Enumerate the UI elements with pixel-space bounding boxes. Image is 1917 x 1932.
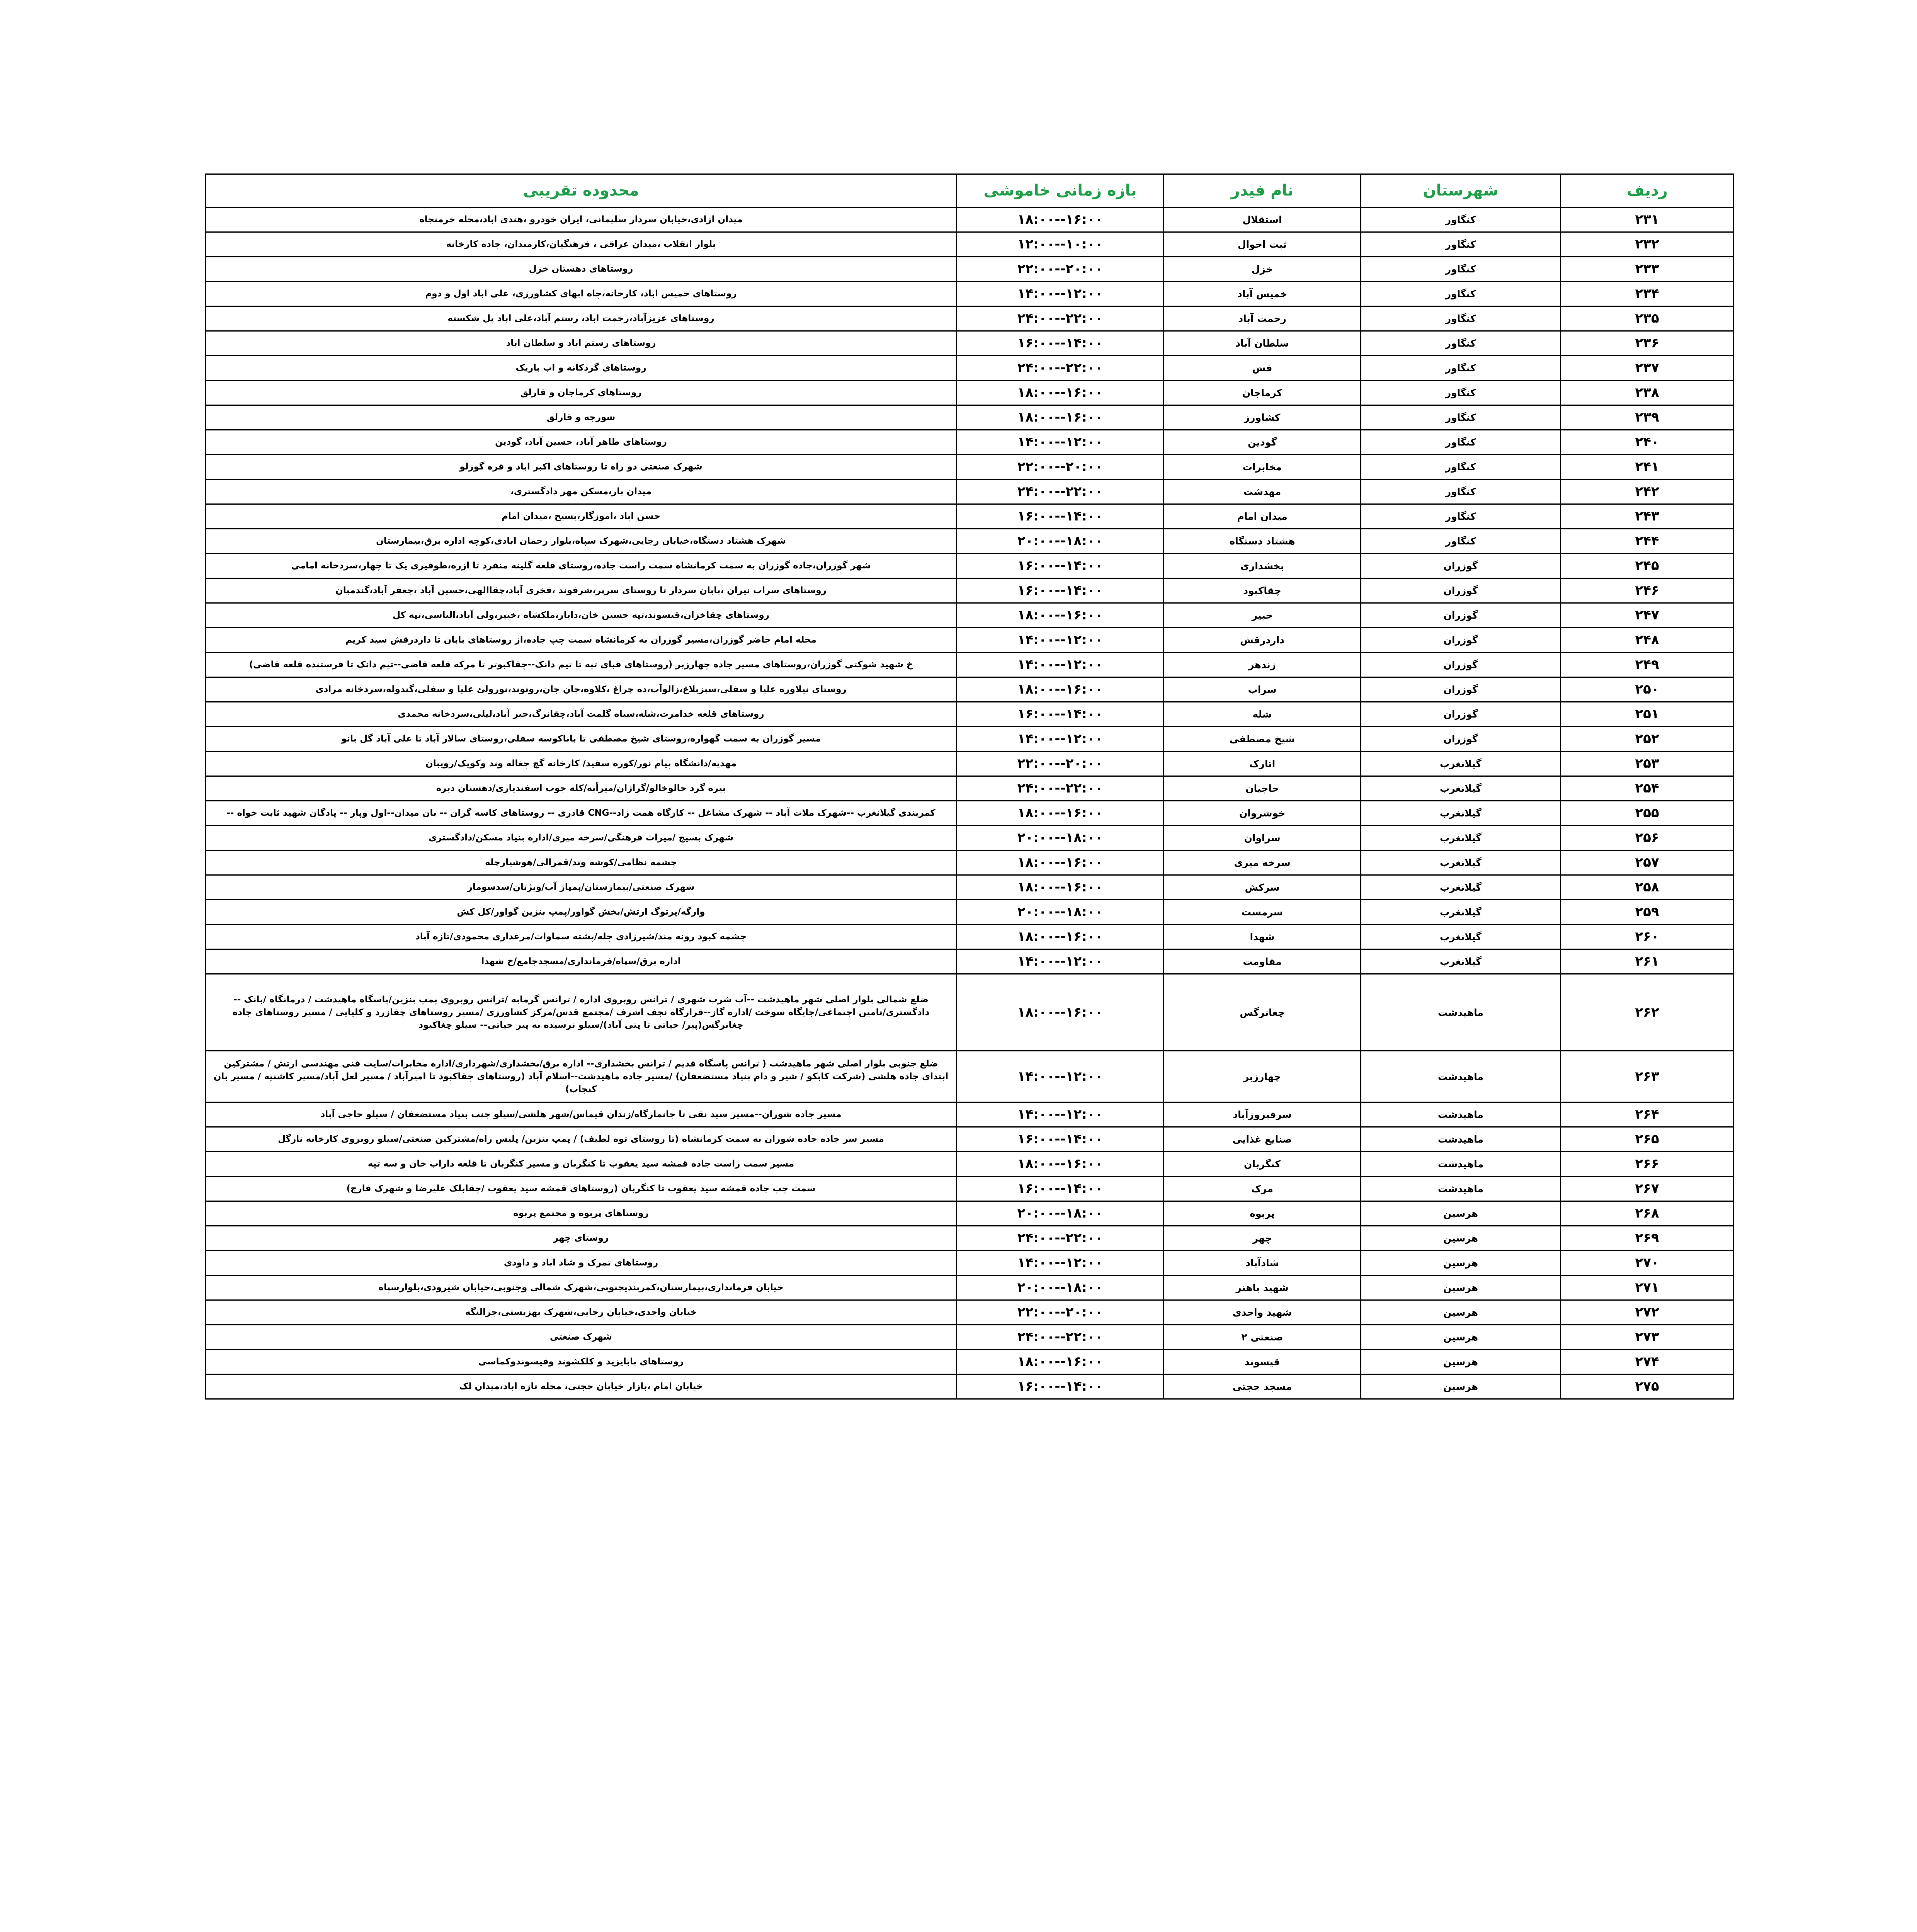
row-number-cell: ۲۶۸ [1561, 1201, 1734, 1226]
approximate-area-cell: شهرک هشتاد دستگاه،خیابان رجایی،شهرک سپاه،بلوار رحمان ابادی،کوچه اداره برق،بیمارستان [206, 529, 957, 554]
row-number-cell: ۲۵۷ [1561, 850, 1734, 875]
approximate-area-cell: سمت چپ جاده قمشه سید یعقوب تا کنگربان (روستاهای قمشه سید یعقوب /چقابلک علیرضا و شهرک فارج) [206, 1177, 957, 1201]
city-cell: هرسین [1361, 1251, 1561, 1276]
table-row [206, 1276, 1734, 1300]
approximate-area-cell: روستاهای بابایزید و کلکشوند وقیسوندوکماسی [206, 1350, 957, 1374]
blackout-time-cell: ۱۴:۰۰--۱۶:۰۰ [957, 1177, 1164, 1201]
table-row [206, 430, 1734, 455]
city-cell: کنگاور [1361, 529, 1561, 554]
row-number-cell: ۲۷۴ [1561, 1350, 1734, 1374]
table-row [206, 900, 1734, 925]
blackout-time-cell: ۱۴:۰۰--۱۶:۰۰ [957, 578, 1164, 603]
approximate-area-cell: روستاهای سراب نیران ،بابان سردار تا روستای سرپر،شرفوند ،فخری آباد،چقاالهی،حسین آباد ،جعفر آباد،گندمبان [206, 578, 957, 603]
feeder-name-cell: گودین [1164, 430, 1361, 455]
city-cell: کنگاور [1361, 480, 1561, 504]
feeder-name-cell: صنعتی ۲ [1164, 1325, 1361, 1350]
table-row [206, 628, 1734, 653]
city-cell: گوزران [1361, 603, 1561, 628]
row-number-cell: ۲۴۰ [1561, 430, 1734, 455]
city-cell: گیلانغرب [1361, 801, 1561, 826]
feeder-name-cell: خوشروان [1164, 801, 1361, 826]
header-approximate-area: محدوده تقریبی [206, 174, 957, 207]
blackout-time-cell: ۱۶:۰۰--۱۸:۰۰ [957, 381, 1164, 405]
row-number-cell: ۲۵۹ [1561, 900, 1734, 925]
blackout-time-cell: ۱۶:۰۰--۱۸:۰۰ [957, 925, 1164, 949]
approximate-area-cell: روستاهای طاهر آباد، حسین آباد، گودین [206, 430, 957, 455]
table-row [206, 356, 1734, 381]
table-row [206, 504, 1734, 529]
approximate-area-cell: چشمه نظامی/کوشه وند/قمرالی/هوشیارچله [206, 850, 957, 875]
blackout-time-cell: ۲۲:۰۰--۲۴:۰۰ [957, 480, 1164, 504]
approximate-area-cell: ضلع شمالی بلوار اصلی شهر ماهیدشت --آب شرب شهری / ترانس روبروی اداره / ترانس گرمابه /ترانس روبروی پمپ بنزین/پاسگاه ماهیدشت / درمانگاه /بانک -- دادگستری/تامین اجتماعی/جایگاه سوخت /اداره گاز--قرارگاه نجف اشرف /مجتمع قدس/مرکز کشاورزی /مسیر روستاهای چقازرد و کلیایی / مسیر روستاهای جاده چغانرگس(پیر/ حیاتی تا پتی آباد)/سیلو نرسیده به پیر حیاتی-- سیلو چغاکبود [206, 974, 957, 1051]
city-cell: گوزران [1361, 554, 1561, 578]
city-cell: گوزران [1361, 628, 1561, 653]
feeder-name-cell: رحمت آباد [1164, 306, 1361, 331]
feeder-name-cell: چهر [1164, 1226, 1361, 1251]
approximate-area-cell: میدان بار،مسکن مهر دادگستری، [206, 480, 957, 504]
row-number-cell: ۲۳۹ [1561, 405, 1734, 430]
table-row [206, 306, 1734, 331]
blackout-time-cell: ۲۲:۰۰--۲۴:۰۰ [957, 356, 1164, 381]
blackout-time-cell: ۱۶:۰۰--۱۸:۰۰ [957, 875, 1164, 900]
table-row [206, 1350, 1734, 1374]
city-cell: هرسین [1361, 1276, 1561, 1300]
feeder-name-cell: هشتاد دستگاه [1164, 529, 1361, 554]
table-row [206, 1201, 1734, 1226]
city-cell: هرسین [1361, 1374, 1561, 1399]
feeder-name-cell: کشاورز [1164, 405, 1361, 430]
row-number-cell: ۲۵۸ [1561, 875, 1734, 900]
feeder-name-cell: شهید باهنر [1164, 1276, 1361, 1300]
feeder-name-cell: کنگربان [1164, 1152, 1361, 1177]
feeder-name-cell: زندهر [1164, 653, 1361, 677]
table-row [206, 207, 1734, 232]
table-row [206, 801, 1734, 826]
blackout-time-cell: ۱۶:۰۰--۱۸:۰۰ [957, 405, 1164, 430]
feeder-name-cell: پربوه [1164, 1201, 1361, 1226]
feeder-name-cell: مقاومت [1164, 949, 1361, 974]
feeder-name-cell: سراب [1164, 677, 1361, 702]
table-row [206, 727, 1734, 752]
blackout-time-cell: ۱۸:۰۰--۲۰:۰۰ [957, 1201, 1164, 1226]
city-cell: گیلانغرب [1361, 925, 1561, 949]
approximate-area-cell: شهر گوزران،جاده گوزران به سمت کرمانشاه سمت راست جاده،روستای قلعه گلینه منفرد تا ازره،طوفیری یک تا چهار،سردخانه امامی [206, 554, 957, 578]
blackout-time-cell: ۱۲:۰۰--۱۴:۰۰ [957, 430, 1164, 455]
row-number-cell: ۲۵۰ [1561, 677, 1734, 702]
city-cell: ماهیدشت [1361, 974, 1561, 1051]
row-number-cell: ۲۶۰ [1561, 925, 1734, 949]
table-row [206, 232, 1734, 257]
blackout-time-cell: ۱۲:۰۰--۱۴:۰۰ [957, 727, 1164, 752]
approximate-area-cell: مسیر گوزران به سمت گهواره،روستای شیخ مصطفی تا باباکوسه سفلی،روستای سالار آباد تا علی آباد گل بانو [206, 727, 957, 752]
row-number-cell: ۲۷۱ [1561, 1276, 1734, 1300]
row-number-cell: ۲۶۶ [1561, 1152, 1734, 1177]
table-row [206, 331, 1734, 356]
approximate-area-cell: روستاهای کرماجان و قارلق [206, 381, 957, 405]
feeder-name-cell: میدان امام [1164, 504, 1361, 529]
blackout-time-cell: ۱۴:۰۰--۱۶:۰۰ [957, 1127, 1164, 1152]
feeder-name-cell: فش [1164, 356, 1361, 381]
header-city: شهرستان [1361, 174, 1561, 207]
table-row [206, 603, 1734, 628]
approximate-area-cell: محله امام حاضر گوزران،مسیر گوزران به کرمانشاه سمت چپ جاده،از روستاهای بابان تا داردرقش سید کریم [206, 628, 957, 653]
blackout-time-cell: ۱۲:۰۰--۱۴:۰۰ [957, 1051, 1164, 1102]
approximate-area-cell: میدان ازادی،خیابان سردار سلیمانی، ایران خودرو ،هندی اباد،محله خرمنجاه [206, 207, 957, 232]
row-number-cell: ۲۳۱ [1561, 207, 1734, 232]
blackout-time-cell: ۲۲:۰۰--۲۴:۰۰ [957, 1325, 1164, 1350]
table-row [206, 554, 1734, 578]
table-row [206, 1177, 1734, 1201]
blackout-time-cell: ۱۶:۰۰--۱۸:۰۰ [957, 677, 1164, 702]
approximate-area-cell: چشمه کبود رونه مند/شیرزادی چله/پشته سماوات/مرغداری محمودی/تازه آباد [206, 925, 957, 949]
table-row [206, 752, 1734, 776]
row-number-cell: ۲۷۵ [1561, 1374, 1734, 1399]
city-cell: کنگاور [1361, 381, 1561, 405]
row-number-cell: ۲۳۵ [1561, 306, 1734, 331]
table-row [206, 677, 1734, 702]
approximate-area-cell: اداره برق/سپاه/فرمانداری/مسجدجامع/خ شهدا [206, 949, 957, 974]
row-number-cell: ۲۵۶ [1561, 826, 1734, 850]
city-cell: گوزران [1361, 578, 1561, 603]
approximate-area-cell: روستای چهر [206, 1226, 957, 1251]
row-number-cell: ۲۵۵ [1561, 801, 1734, 826]
table-row [206, 653, 1734, 677]
feeder-name-cell: شهدا [1164, 925, 1361, 949]
feeder-name-cell: مهدشت [1164, 480, 1361, 504]
blackout-time-cell: ۱۸:۰۰--۲۰:۰۰ [957, 900, 1164, 925]
approximate-area-cell: روستای نیلاوره علیا و سفلی،سبزبلاغ،زالوآب،ده چراغ ،کلاوه،جان جان،روتوند،نورولئ علیا و سفلی،گندوله،سردخانه مرادی [206, 677, 957, 702]
city-cell: هرسین [1361, 1201, 1561, 1226]
city-cell: کنگاور [1361, 257, 1561, 282]
row-number-cell: ۲۶۹ [1561, 1226, 1734, 1251]
city-cell: گیلانغرب [1361, 850, 1561, 875]
table-row [206, 480, 1734, 504]
blackout-time-cell: ۱۶:۰۰--۱۸:۰۰ [957, 801, 1164, 826]
feeder-name-cell: خبیر [1164, 603, 1361, 628]
city-cell: کنگاور [1361, 430, 1561, 455]
row-number-cell: ۲۴۷ [1561, 603, 1734, 628]
city-cell: کنگاور [1361, 282, 1561, 306]
approximate-area-cell: شهرک بسیج /میراث فرهنگی/سرخه میری/اداره بنیاد مسکن/دادگستری [206, 826, 957, 850]
table-row [206, 974, 1734, 1051]
blackout-time-cell: ۱۲:۰۰--۱۴:۰۰ [957, 1102, 1164, 1127]
row-number-cell: ۲۳۲ [1561, 232, 1734, 257]
approximate-area-cell: روستاهای دهستان خزل [206, 257, 957, 282]
city-cell: کنگاور [1361, 331, 1561, 356]
row-number-cell: ۲۶۳ [1561, 1051, 1734, 1102]
table-row [206, 1325, 1734, 1350]
blackout-time-cell: ۲۰:۰۰--۲۲:۰۰ [957, 455, 1164, 480]
table-row [206, 776, 1734, 801]
blackout-time-cell: ۱۸:۰۰--۲۰:۰۰ [957, 529, 1164, 554]
table-row [206, 1127, 1734, 1152]
city-cell: هرسین [1361, 1300, 1561, 1325]
table-row [206, 875, 1734, 900]
feeder-name-cell: ثبت احوال [1164, 232, 1361, 257]
city-cell: گوزران [1361, 677, 1561, 702]
approximate-area-cell: کمربندی گیلانغرب --شهرک ملات آباد -- شهرک مشاغل -- کارگاه همت زاد--CNG قادری -- روستاهای کاسه گران -- بان میدان--اول وپار -- پادگان شهید ثابت خواه -- [206, 801, 957, 826]
feeder-name-cell: خزل [1164, 257, 1361, 282]
feeder-name-cell: سرفیروزآباد [1164, 1102, 1361, 1127]
table-row [206, 529, 1734, 554]
city-cell: کنگاور [1361, 356, 1561, 381]
table-row [206, 949, 1734, 974]
row-number-cell: ۲۴۳ [1561, 504, 1734, 529]
city-cell: گیلانغرب [1361, 875, 1561, 900]
blackout-time-cell: ۲۲:۰۰--۲۴:۰۰ [957, 1226, 1164, 1251]
approximate-area-cell: روستاهای پربوه و مجتمع پربوه [206, 1201, 957, 1226]
table-row [206, 405, 1734, 430]
city-cell: کنگاور [1361, 504, 1561, 529]
table-row [206, 1251, 1734, 1276]
feeder-name-cell: مرک [1164, 1177, 1361, 1201]
row-number-cell: ۲۴۶ [1561, 578, 1734, 603]
table-row [206, 381, 1734, 405]
city-cell: گوزران [1361, 702, 1561, 727]
feeder-name-cell: چهارزبر [1164, 1051, 1361, 1102]
feeder-name-cell: مخابرات [1164, 455, 1361, 480]
feeder-name-cell: داردرقش [1164, 628, 1361, 653]
row-number-cell: ۲۶۱ [1561, 949, 1734, 974]
row-number-cell: ۲۵۲ [1561, 727, 1734, 752]
city-cell: گیلانغرب [1361, 949, 1561, 974]
blackout-time-cell: ۱۶:۰۰--۱۸:۰۰ [957, 603, 1164, 628]
city-cell: گیلانغرب [1361, 776, 1561, 801]
blackout-time-cell: ۱۶:۰۰--۱۸:۰۰ [957, 207, 1164, 232]
blackout-time-cell: ۱۲:۰۰--۱۴:۰۰ [957, 282, 1164, 306]
blackout-time-cell: ۲۲:۰۰--۲۴:۰۰ [957, 776, 1164, 801]
city-cell: گیلانغرب [1361, 752, 1561, 776]
feeder-name-cell: حاجیان [1164, 776, 1361, 801]
approximate-area-cell: روستاهای قلعه خدامرت،شله،سیاه گلمت آباد،چقانرگ،جبر آباد،لیلی،سردخانه محمدی [206, 702, 957, 727]
row-number-cell: ۲۴۸ [1561, 628, 1734, 653]
approximate-area-cell: وارگه/پرتوگ ارتش/بخش گواور/پمپ بنزین گواور/کل کش [206, 900, 957, 925]
city-cell: هرسین [1361, 1325, 1561, 1350]
city-cell: کنگاور [1361, 306, 1561, 331]
approximate-area-cell: شهرک صنعتی دو راه تا روستاهای اکبر اباد و قره گوزلو [206, 455, 957, 480]
city-cell: گیلانغرب [1361, 826, 1561, 850]
blackout-time-cell: ۱۶:۰۰--۱۸:۰۰ [957, 974, 1164, 1051]
city-cell: ماهیدشت [1361, 1051, 1561, 1102]
row-number-cell: ۲۶۲ [1561, 974, 1734, 1051]
row-number-cell: ۲۳۴ [1561, 282, 1734, 306]
approximate-area-cell: روستاهای رستم اباد و سلطان اباد [206, 331, 957, 356]
city-cell: کنگاور [1361, 405, 1561, 430]
blackout-time-cell: ۱۴:۰۰--۱۶:۰۰ [957, 331, 1164, 356]
table-row [206, 1102, 1734, 1127]
approximate-area-cell: روستاهای عزیزآباد،رحمت اباد، رستم آباد،علی اباد پل شکسته [206, 306, 957, 331]
feeder-name-cell: سراوان [1164, 826, 1361, 850]
approximate-area-cell: مسیر سمت راست جاده قمشه سید یعقوب تا کنگربان و مسیر کنگربان تا قلعه داراب خان و سه تپه [206, 1152, 957, 1177]
feeder-name-cell: سلطان آباد [1164, 331, 1361, 356]
row-number-cell: ۲۷۲ [1561, 1300, 1734, 1325]
approximate-area-cell: خیابان فرمانداری،بیمارستان،کمربندیجنوبی،شهرک شمالی وجنوبی،خیابان شیرودی،بلوارسپاه [206, 1276, 957, 1300]
approximate-area-cell: بلوار انقلاب ،میدان عراقی ، فرهنگیان،کارمندان، جاده کارخانه [206, 232, 957, 257]
approximate-area-cell: روستاهای تمرک و شاد اباد و داودی [206, 1251, 957, 1276]
city-cell: گوزران [1361, 727, 1561, 752]
approximate-area-cell: بیره گرد حالوخالو/گراژان/میراًبه/کله جوب اسفندیاری/دهستان دیره [206, 776, 957, 801]
table-row [206, 578, 1734, 603]
row-number-cell: ۲۶۵ [1561, 1127, 1734, 1152]
city-cell: ماهیدشت [1361, 1127, 1561, 1152]
blackout-time-cell: ۲۰:۰۰--۲۲:۰۰ [957, 1300, 1164, 1325]
blackout-time-cell: ۱۶:۰۰--۱۸:۰۰ [957, 1152, 1164, 1177]
feeder-name-cell: مسجد حجتی [1164, 1374, 1361, 1399]
table-header-row [206, 174, 1734, 207]
blackout-time-cell: ۱۴:۰۰--۱۶:۰۰ [957, 504, 1164, 529]
blackout-time-cell: ۲۰:۰۰--۲۲:۰۰ [957, 257, 1164, 282]
row-number-cell: ۲۷۳ [1561, 1325, 1734, 1350]
city-cell: کنگاور [1361, 232, 1561, 257]
feeder-name-cell: چغانرگس [1164, 974, 1361, 1051]
city-cell: ماهیدشت [1361, 1152, 1561, 1177]
blackout-schedule-table [205, 173, 1734, 1400]
city-cell: ماهیدشت [1361, 1177, 1561, 1201]
feeder-name-cell: شیخ مصطفی [1164, 727, 1361, 752]
row-number-cell: ۲۳۷ [1561, 356, 1734, 381]
row-number-cell: ۲۵۴ [1561, 776, 1734, 801]
table-row [206, 455, 1734, 480]
feeder-name-cell: استقلال [1164, 207, 1361, 232]
feeder-name-cell: بخشداری [1164, 554, 1361, 578]
approximate-area-cell: حسن اباد ،اموزگار،بسیج ،میدان امام [206, 504, 957, 529]
approximate-area-cell: مهدیه/دانشگاه پیام نور/کوره سفید/ کارخانه گچ چغاله وند وکویک/رویبان [206, 752, 957, 776]
row-number-cell: ۲۶۴ [1561, 1102, 1734, 1127]
table-row [206, 850, 1734, 875]
approximate-area-cell: مسیر سر جاده جاده شوران به سمت کرمانشاه (تا روستای توه لطیف) / پمپ بنزین/ پلیس راه/مشترکین صنعتی/سیلو روبروی کارخانه نازگل [206, 1127, 957, 1152]
feeder-name-cell: کرماجان [1164, 381, 1361, 405]
city-cell: هرسین [1361, 1226, 1561, 1251]
blackout-time-cell: ۱۰:۰۰--۱۲:۰۰ [957, 232, 1164, 257]
row-number-cell: ۲۷۰ [1561, 1251, 1734, 1276]
table-row [206, 1300, 1734, 1325]
table-row [206, 1152, 1734, 1177]
city-cell: کنگاور [1361, 455, 1561, 480]
approximate-area-cell: خیابان امام ،بازار خیابان حجتی، محله تازه اباد،میدان لک [206, 1374, 957, 1399]
feeder-name-cell: شله [1164, 702, 1361, 727]
approximate-area-cell: خ شهید شوکتی گوزران،روستاهای مسیر جاده چهارزبر (روستاهای قبای تپه تا تیم دانک--چقاکبوتر تا مرکه قلعه قاضی--تیم دانک تا فرستنده قلعه قاضی) [206, 653, 957, 677]
feeder-name-cell: سرکش [1164, 875, 1361, 900]
row-number-cell: ۲۳۳ [1561, 257, 1734, 282]
feeder-name-cell: اتارک [1164, 752, 1361, 776]
city-cell: کنگاور [1361, 207, 1561, 232]
blackout-time-cell: ۲۲:۰۰--۲۴:۰۰ [957, 306, 1164, 331]
header-feeder-name: نام فیدر [1164, 174, 1361, 207]
approximate-area-cell: روستاهای خمیس اباد، کارخانه،چاه ابهای کشاورزی، علی اباد اول و دوم [206, 282, 957, 306]
row-number-cell: ۲۶۷ [1561, 1177, 1734, 1201]
approximate-area-cell: ضلع جنوبی بلوار اصلی شهر ماهیدشت ( ترانس پاسگاه قدیم / ترانس بخشداری-- اداره برق/بخشداری/شهرداری/اداره مخابرات/سایت فنی مهندسی ارتش / مشترکین ابتدای جاده هلشی (شرکت کابکو / شیر و دام بنیاد مستضعفان) /مسیر جاده ماهیدشت--اسلام آباد (روستاهای چقاکبود تا امیرآباد / مسیر لعل آباد/مسیر کاشنیه / مسیر بان کنجاب) [206, 1051, 957, 1102]
table-row [206, 1374, 1734, 1399]
table-row [206, 702, 1734, 727]
city-cell: هرسین [1361, 1350, 1561, 1374]
table-row [206, 1226, 1734, 1251]
blackout-time-cell: ۱۶:۰۰--۱۸:۰۰ [957, 1350, 1164, 1374]
row-number-cell: ۲۵۳ [1561, 752, 1734, 776]
blackout-time-cell: ۱۴:۰۰--۱۶:۰۰ [957, 554, 1164, 578]
feeder-name-cell: خمیس آباد [1164, 282, 1361, 306]
blackout-time-cell: ۱۶:۰۰--۱۸:۰۰ [957, 850, 1164, 875]
table-row [206, 1051, 1734, 1102]
blackout-time-cell: ۱۲:۰۰--۱۴:۰۰ [957, 1251, 1164, 1276]
table-row [206, 826, 1734, 850]
approximate-area-cell: روستاهای چقاخزان،قیسوند،تپه حسین خان،دایار،ملکشاه ،خبیر،ولی آباد،الیاسی،تپه کل [206, 603, 957, 628]
blackout-time-cell: ۱۲:۰۰--۱۴:۰۰ [957, 653, 1164, 677]
blackout-time-cell: ۱۴:۰۰--۱۶:۰۰ [957, 1374, 1164, 1399]
approximate-area-cell: شورجه و قارلق [206, 405, 957, 430]
row-number-cell: ۲۴۵ [1561, 554, 1734, 578]
feeder-name-cell: صنایع غذایی [1164, 1127, 1361, 1152]
blackout-time-cell: ۱۲:۰۰--۱۴:۰۰ [957, 949, 1164, 974]
table-row [206, 257, 1734, 282]
city-cell: ماهیدشت [1361, 1102, 1561, 1127]
feeder-name-cell: قیسوند [1164, 1350, 1361, 1374]
city-cell: گوزران [1361, 653, 1561, 677]
blackout-time-cell: ۱۲:۰۰--۱۴:۰۰ [957, 628, 1164, 653]
approximate-area-cell: شهرک صنعتی [206, 1325, 957, 1350]
feeder-name-cell: چقاکبود [1164, 578, 1361, 603]
row-number-cell: ۲۵۱ [1561, 702, 1734, 727]
feeder-name-cell: سرمست [1164, 900, 1361, 925]
feeder-name-cell: شادآباد [1164, 1251, 1361, 1276]
row-number-cell: ۲۴۴ [1561, 529, 1734, 554]
row-number-cell: ۲۳۸ [1561, 381, 1734, 405]
row-number-cell: ۲۴۲ [1561, 480, 1734, 504]
header-row-number: ردیف [1561, 174, 1734, 207]
blackout-time-cell: ۲۰:۰۰--۲۲:۰۰ [957, 752, 1164, 776]
row-number-cell: ۲۳۶ [1561, 331, 1734, 356]
blackout-time-cell: ۱۴:۰۰--۱۶:۰۰ [957, 702, 1164, 727]
approximate-area-cell: روستاهای گردکانه و اب باریک [206, 356, 957, 381]
approximate-area-cell: شهرک صنعتی/بیمارستان/پمپاژ آب/ویژنان/سدسومار [206, 875, 957, 900]
table-row [206, 282, 1734, 306]
approximate-area-cell: خیابان واحدی،خیابان رجایی،شهرک بهزیستی،جرالنگه [206, 1300, 957, 1325]
city-cell: گیلانغرب [1361, 900, 1561, 925]
approximate-area-cell: مسیر جاده شوران--مسیر سید نقی تا جانمارگاه/زندان قیماس/شهر هلشی/سیلو جنب بنیاد مستضعفان / سیلو حاجی آباد [206, 1102, 957, 1127]
blackout-time-cell: ۱۸:۰۰--۲۰:۰۰ [957, 1276, 1164, 1300]
row-number-cell: ۲۴۹ [1561, 653, 1734, 677]
feeder-name-cell: شهید واحدی [1164, 1300, 1361, 1325]
feeder-name-cell: سرخه میری [1164, 850, 1361, 875]
header-blackout-time: بازه زمانی خاموشی [957, 174, 1164, 207]
row-number-cell: ۲۴۱ [1561, 455, 1734, 480]
blackout-time-cell: ۱۸:۰۰--۲۰:۰۰ [957, 826, 1164, 850]
table-row [206, 925, 1734, 949]
